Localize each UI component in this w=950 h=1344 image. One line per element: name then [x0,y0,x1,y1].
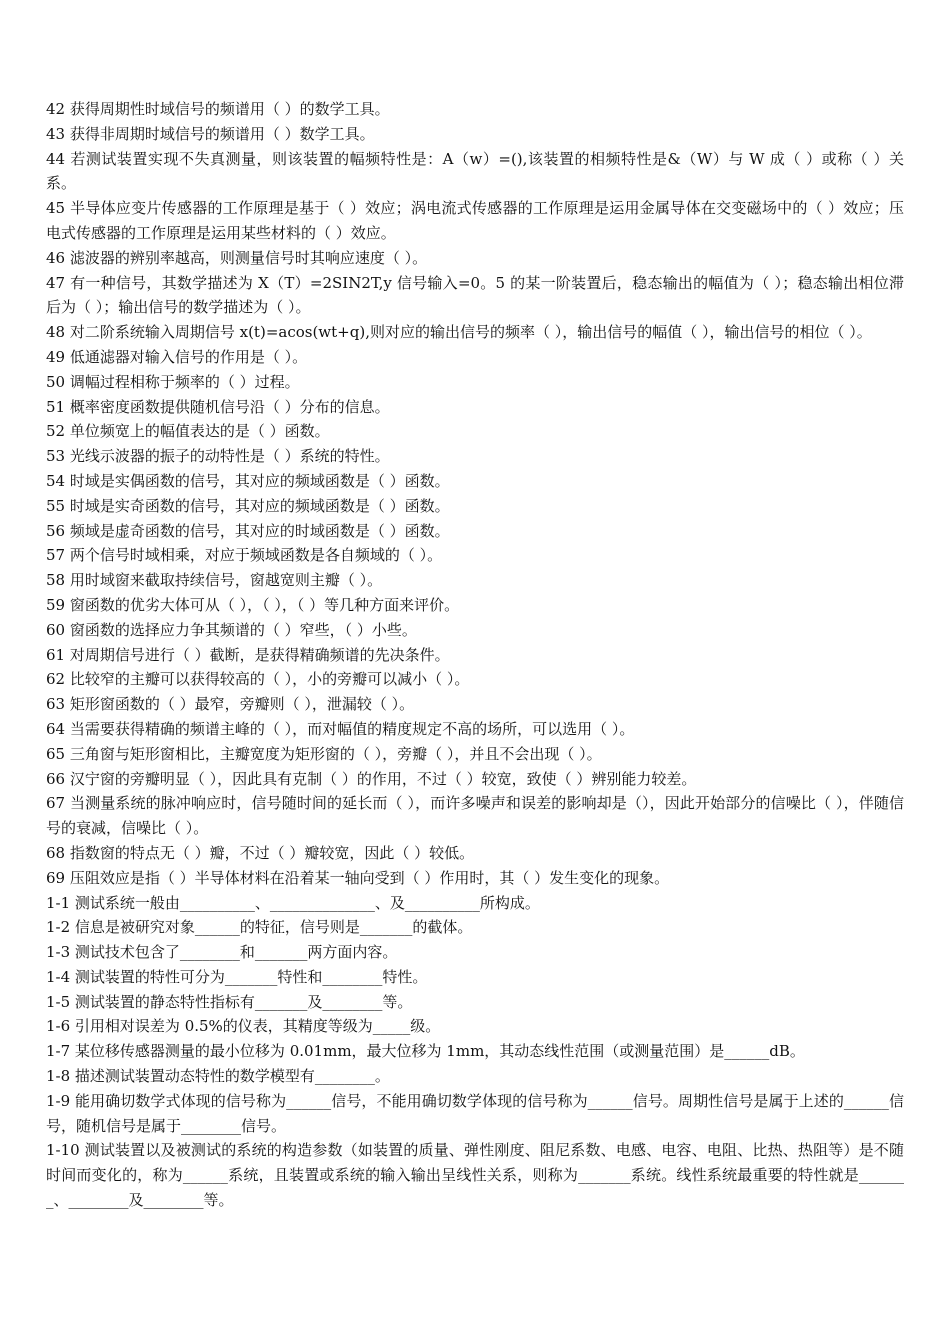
question-54: 54 时域是实偶函数的信号，其对应的频域函数是（ ）函数。 [46,471,450,490]
question-1-7: 1-7 某位移传感器测量的最小位移为 0.01mm，最大位移为 1mm，其动态线性范围（或测量范围）是______dB。 [46,1042,805,1061]
question-51: 51 概率密度函数提供随机信号沿（ ）分布的信息。 [46,397,390,416]
question-62: 62 比较窄的主瓣可以获得较高的（ ），小的旁瓣可以减小（ ）。 [46,670,470,689]
question-1-4: 1-4 测试装置的特性可分为_______特性和________特性。 [46,967,428,986]
question-53: 53 光线示波器的振子的动特性是（ ）系统的特性。 [46,447,390,466]
question-1-3: 1-3 测试技术包含了________和_______两方面内容。 [46,943,398,962]
question-61: 61 对周期信号进行（ ）截断，是获得精确频谱的先决条件。 [46,645,450,664]
question-1-2: 1-2 信息是被研究对象______的特征，信号则是_______的截体。 [46,918,473,937]
question-49: 49 低通滤器对输入信号的作用是（ ）。 [46,347,308,366]
question-58: 58 用时域窗来截取持续信号，窗越宽则主瓣（ ）。 [46,571,383,590]
question-43: 43 获得非周期时域信号的频谱用（ ）数学工具。 [46,124,375,143]
question-63: 63 矩形窗函数的（ ）最窄，旁瓣则（ ），泄漏较（ ）。 [46,695,415,714]
question-69: 69 压阻效应是指（ ）半导体材料在沿着某一轴向受到（ ）作用时，其（ ）发生变化的现象。 [46,868,670,887]
question-65: 65 三角窗与矩形窗相比，主瓣宽度为矩形窗的（ ），旁瓣（ ），并且不会出现（ ）。 [46,744,602,763]
question-52: 52 单位频宽上的幅值表达的是（ ）函数。 [46,422,330,441]
question-47: 47 有一种信号，其数学描述为 X（T）=2SIN2T,y 信号输入=0。5 的某一阶装置后，稳态输出的幅值为（ ）；稳态输出相位滞后为（ ）；输出信号的数学描述为（ ）。 [46,273,904,317]
question-55: 55 时域是实奇函数的信号，其对应的频域函数是（ ）函数。 [46,496,450,515]
question-67: 67 当测量系统的脉冲响应时，信号随时间的延长而（ ），而许多噪声和误差的影响却是（），因此开始部分的信噪比（ ），伴随信号的衰减，信噪比（ ）。 [46,794,904,838]
question-1-6: 1-6 引用相对误差为 0.5%的仪表，其精度等级为_____级。 [46,1017,441,1036]
question-45: 45 半导体应变片传感器的工作原理是基于（ ）效应；涡电流式传感器的工作原理是运用金属导体在交变磁场中的（ ）效应；压电式传感器的工作原理是运用某些材料的（ ）效应。 [46,199,904,242]
question-60: 60 窗函数的选择应力争其频谱的（ ）窄些，（ ）小些。 [46,620,417,639]
question-1-9: 1-9 能用确切数学式体现的信号称为______信号，不能用确切数学体现的信号称为______信号。周期性信号是属于上述的______信号，随机信号是属于________信号。 [46,1091,904,1135]
question-64: 64 当需要获得精确的频谱主峰的（ ），而对幅值的精度规定不高的场所，可以选用（ ）。 [46,719,635,738]
question-1-8: 1-8 描述测试装置动态特性的数学模型有________。 [46,1067,390,1086]
question-46: 46 滤波器的辨别率越高，则测量信号时其响应速度（ ）。 [46,248,428,267]
question-66: 66 汉宁窗的旁瓣明显（ ），因此具有克制（ ）的作用，不过（ ）较宽，致使（ ）辨别能力较差。 [46,769,697,788]
question-1-10: 1-10 测试装置以及被测试的系统的构造参数（如装置的质量、弹性刚度、阻尼系数、电感、电容、电阻、比热、热阻等）是不随时间而变化的，称为______系统，且装置或系统的输入输出呈线性关系，则称为_______系统。线性系统最重要的特性就是_______、________及________等。 [46,1141,904,1210]
question-44: 44 若测试装置实现不失真测量，则该装置的幅频特性是：A（w）=(),该装置的相频特性是&（W）与 W 成（ ）或称（ ）关系。 [46,149,904,193]
question-42: 42 获得周期性时域信号的频谱用（ ）的数学工具。 [46,100,390,118]
question-56: 56 频域是虚奇函数的信号，其对应的时域函数是（ ）函数。 [46,521,450,540]
document-page [46,97,904,1213]
question-57: 57 两个信号时域相乘，对应于频域函数是各自频域的（ ）。 [46,546,443,565]
question-68: 68 指数窗的特点无（ ）瓣，不过（ ）瓣较宽，因此（ ）较低。 [46,843,475,862]
question-59: 59 窗函数的优劣大体可从（ ），（ ），（ ）等几种方面来评价。 [46,595,460,614]
question-50: 50 调幅过程相称于频率的（ ）过程。 [46,372,300,391]
question-1-5: 1-5 测试装置的静态特性指标有_______及________等。 [46,992,413,1011]
question-48: 48 对二阶系统输入周期信号 x(t)=acos(wt+q),则对应的输出信号的频率（ ），输出信号的幅值（ ），输出信号的相位（ ）。 [46,323,872,342]
question-1-1: 1-1 测试系统一般由__________、______________、及__________所构成。 [46,893,540,912]
